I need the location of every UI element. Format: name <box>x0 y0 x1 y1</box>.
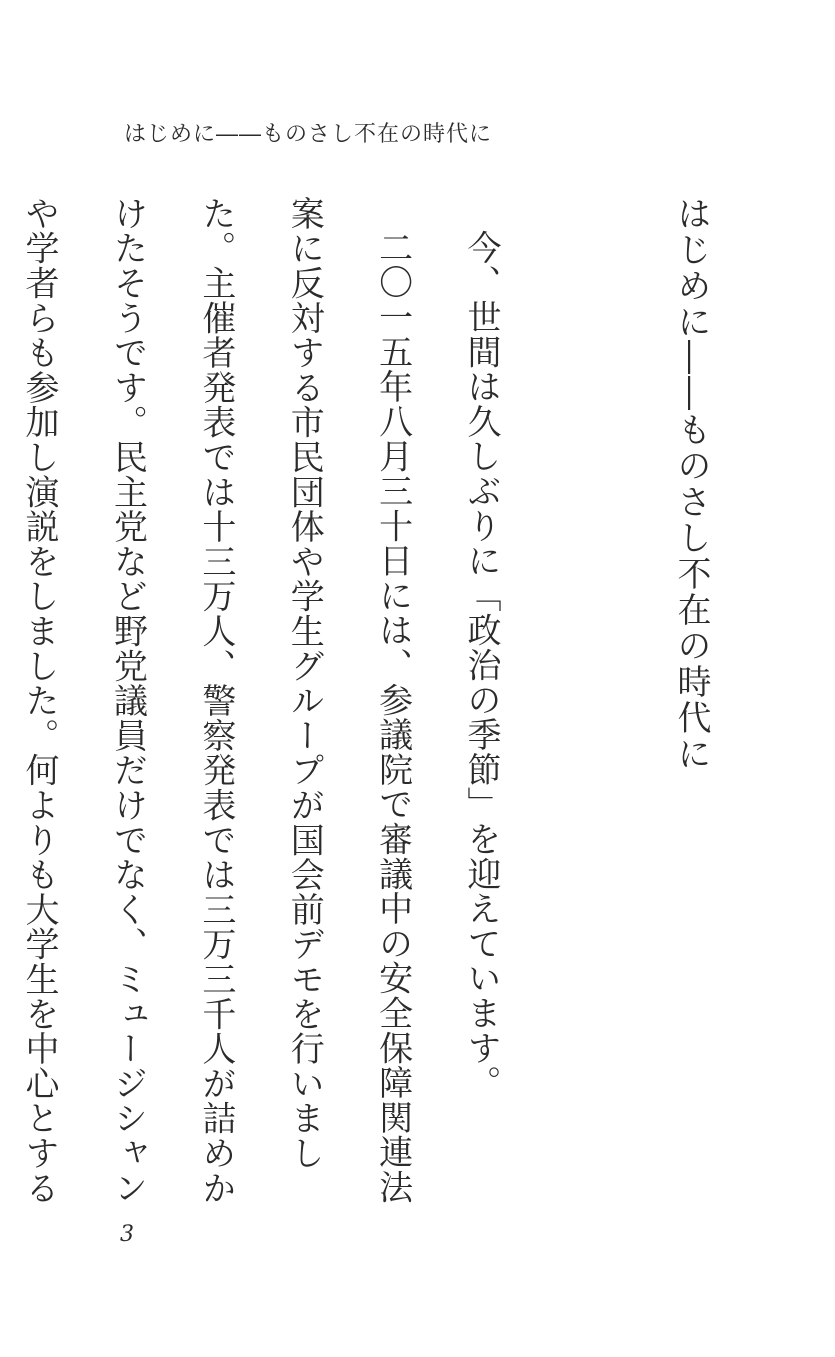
paragraph: 二〇一五年八月三十日には、参議院で審議中の安全保障関連法案に反対する市民団体や学生グループが国会前デモを行いました。主催者発表では十三万人、警察発表では三万三千人が詰めかけたそうです。民主党など野党議員だけでなく、ミュージシャンや学者らも参加し演説をしました。何よりも大学生を中心とする <box>19 196 413 1206</box>
body-text <box>0 196 525 1206</box>
page-number: 3 <box>120 1222 134 1247</box>
running-head: はじめに――ものさし不在の時代に <box>124 122 493 147</box>
paragraph: 今、世間は久しぶりに「政治の季節」を迎えています。 <box>461 230 501 1100</box>
chapter-title: はじめに――ものさし不在の時代に <box>671 196 711 772</box>
